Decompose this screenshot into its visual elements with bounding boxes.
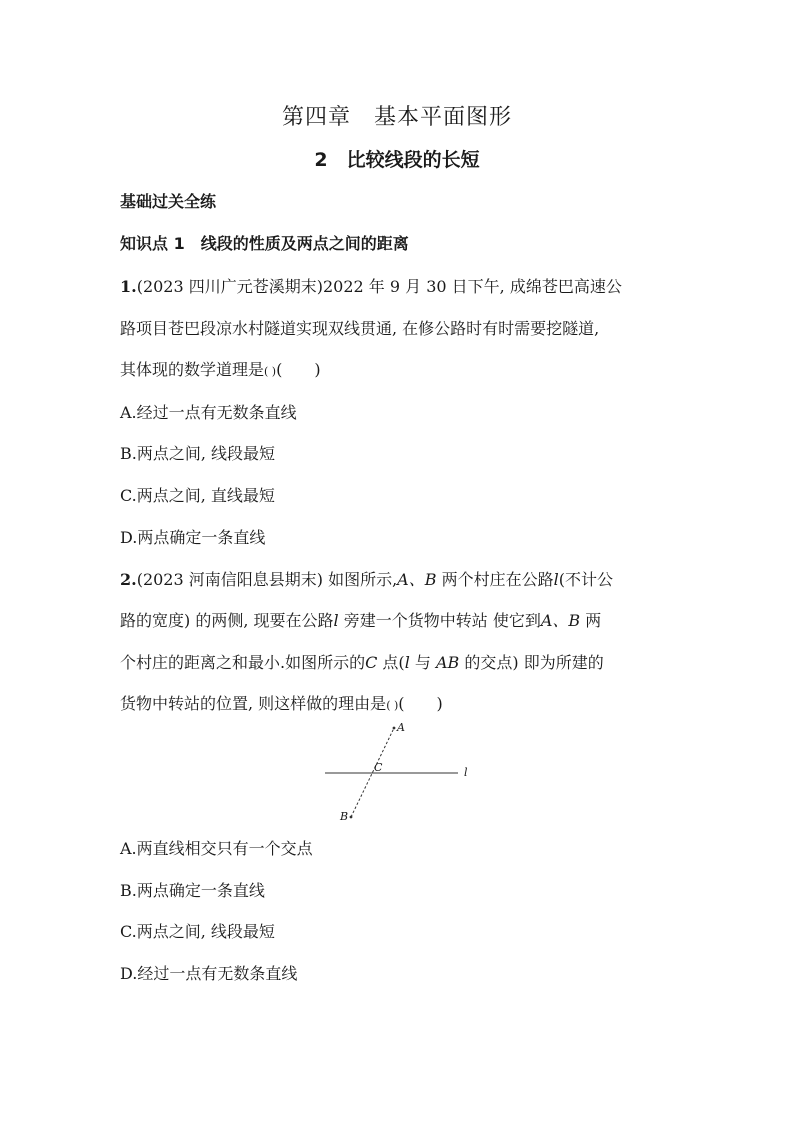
- q2-line-1: [120, 567, 613, 590]
- q1-answer-bracket: ( ): [276, 360, 321, 379]
- q2-text-3b: C: [365, 653, 378, 672]
- q1-option-b: B.两点之间, 线段最短: [120, 444, 276, 463]
- q2-text-2d: A、B: [540, 611, 581, 630]
- q2-text-3e: 与: [409, 653, 436, 672]
- q2-text-3f: AB: [436, 653, 460, 672]
- q2-line-4: [120, 691, 443, 714]
- q2-option-c: C.两点之间, 线段最短: [120, 922, 275, 941]
- practice-label: 基础过关全练: [120, 192, 217, 211]
- q1-text-1: (2023 四川广元苍溪期末)2022 年 9 月 30 日下午, 成绵苍巴高速公: [136, 277, 622, 296]
- q1-option-d: D.两点确定一条直线: [120, 528, 266, 547]
- q2-small-mark: ( ): [386, 699, 399, 712]
- q2-text-3d: l: [404, 653, 410, 672]
- q1-line-2: 路项目苍巴段凉水村隧道实现双线贯通, 在修公路时有时需要挖隧道,: [120, 319, 600, 338]
- q2-answer-bracket: ( ): [398, 694, 443, 713]
- q2-text-2c: 旁建一个货物中转站 使它到: [338, 611, 541, 630]
- q2-option-a: A.两直线相交只有一个交点: [120, 839, 313, 858]
- q1-option-c: C.两点之间, 直线最短: [120, 486, 275, 505]
- q2-text-2e: 两: [580, 611, 602, 630]
- q2-text-2b: l: [333, 611, 339, 630]
- q2-line-3: [120, 650, 604, 673]
- q1-line-3: [120, 357, 321, 380]
- q2-option-d: D.经过一点有无数条直线: [120, 964, 298, 983]
- point-a: [393, 727, 396, 730]
- q2-number: 2.: [120, 570, 137, 589]
- q1-small-mark: ( ): [264, 365, 277, 378]
- q2-text-4: 货物中转站的位置, 则这样做的理由是: [120, 694, 387, 713]
- q2-text-1b: A、B: [397, 570, 437, 589]
- road-village-figure: [320, 716, 480, 826]
- label-a: A: [397, 721, 405, 734]
- q1-line-1: [120, 274, 622, 297]
- q2-text-3a: 个村庄的距离之和最小.如图所示的: [120, 653, 366, 672]
- label-c: C: [374, 761, 383, 774]
- q2-line-2: [120, 608, 601, 631]
- q1-number: 1.: [120, 277, 137, 296]
- q2-text-3g: 的交点) 即为所建的: [459, 653, 604, 672]
- q2-text-1c: 两个村庄在公路: [436, 570, 554, 589]
- q2-text-2a: 路的宽度) 的两侧, 现要在公路: [120, 611, 334, 630]
- q2-text-1e: (不计公: [558, 570, 613, 589]
- section-title: 2 比较线段的长短: [314, 149, 480, 171]
- q2-text-1a: (2023 河南信阳息县期末) 如图所示,: [136, 570, 398, 589]
- label-b: B: [340, 810, 349, 823]
- q2-text-1d: l: [553, 570, 559, 589]
- q2-option-b: B.两点确定一条直线: [120, 881, 265, 900]
- q2-text-3c: 点(: [377, 653, 405, 672]
- knowledge-point-heading: 知识点 1 线段的性质及两点之间的距离: [120, 234, 409, 253]
- q1-option-a: A.经过一点有无数条直线: [120, 403, 297, 422]
- q1-text-3: 其体现的数学道理是: [120, 360, 265, 379]
- chapter-title: 第四章 基本平面图形: [281, 105, 512, 130]
- point-b: [350, 816, 353, 819]
- label-l: l: [464, 766, 468, 779]
